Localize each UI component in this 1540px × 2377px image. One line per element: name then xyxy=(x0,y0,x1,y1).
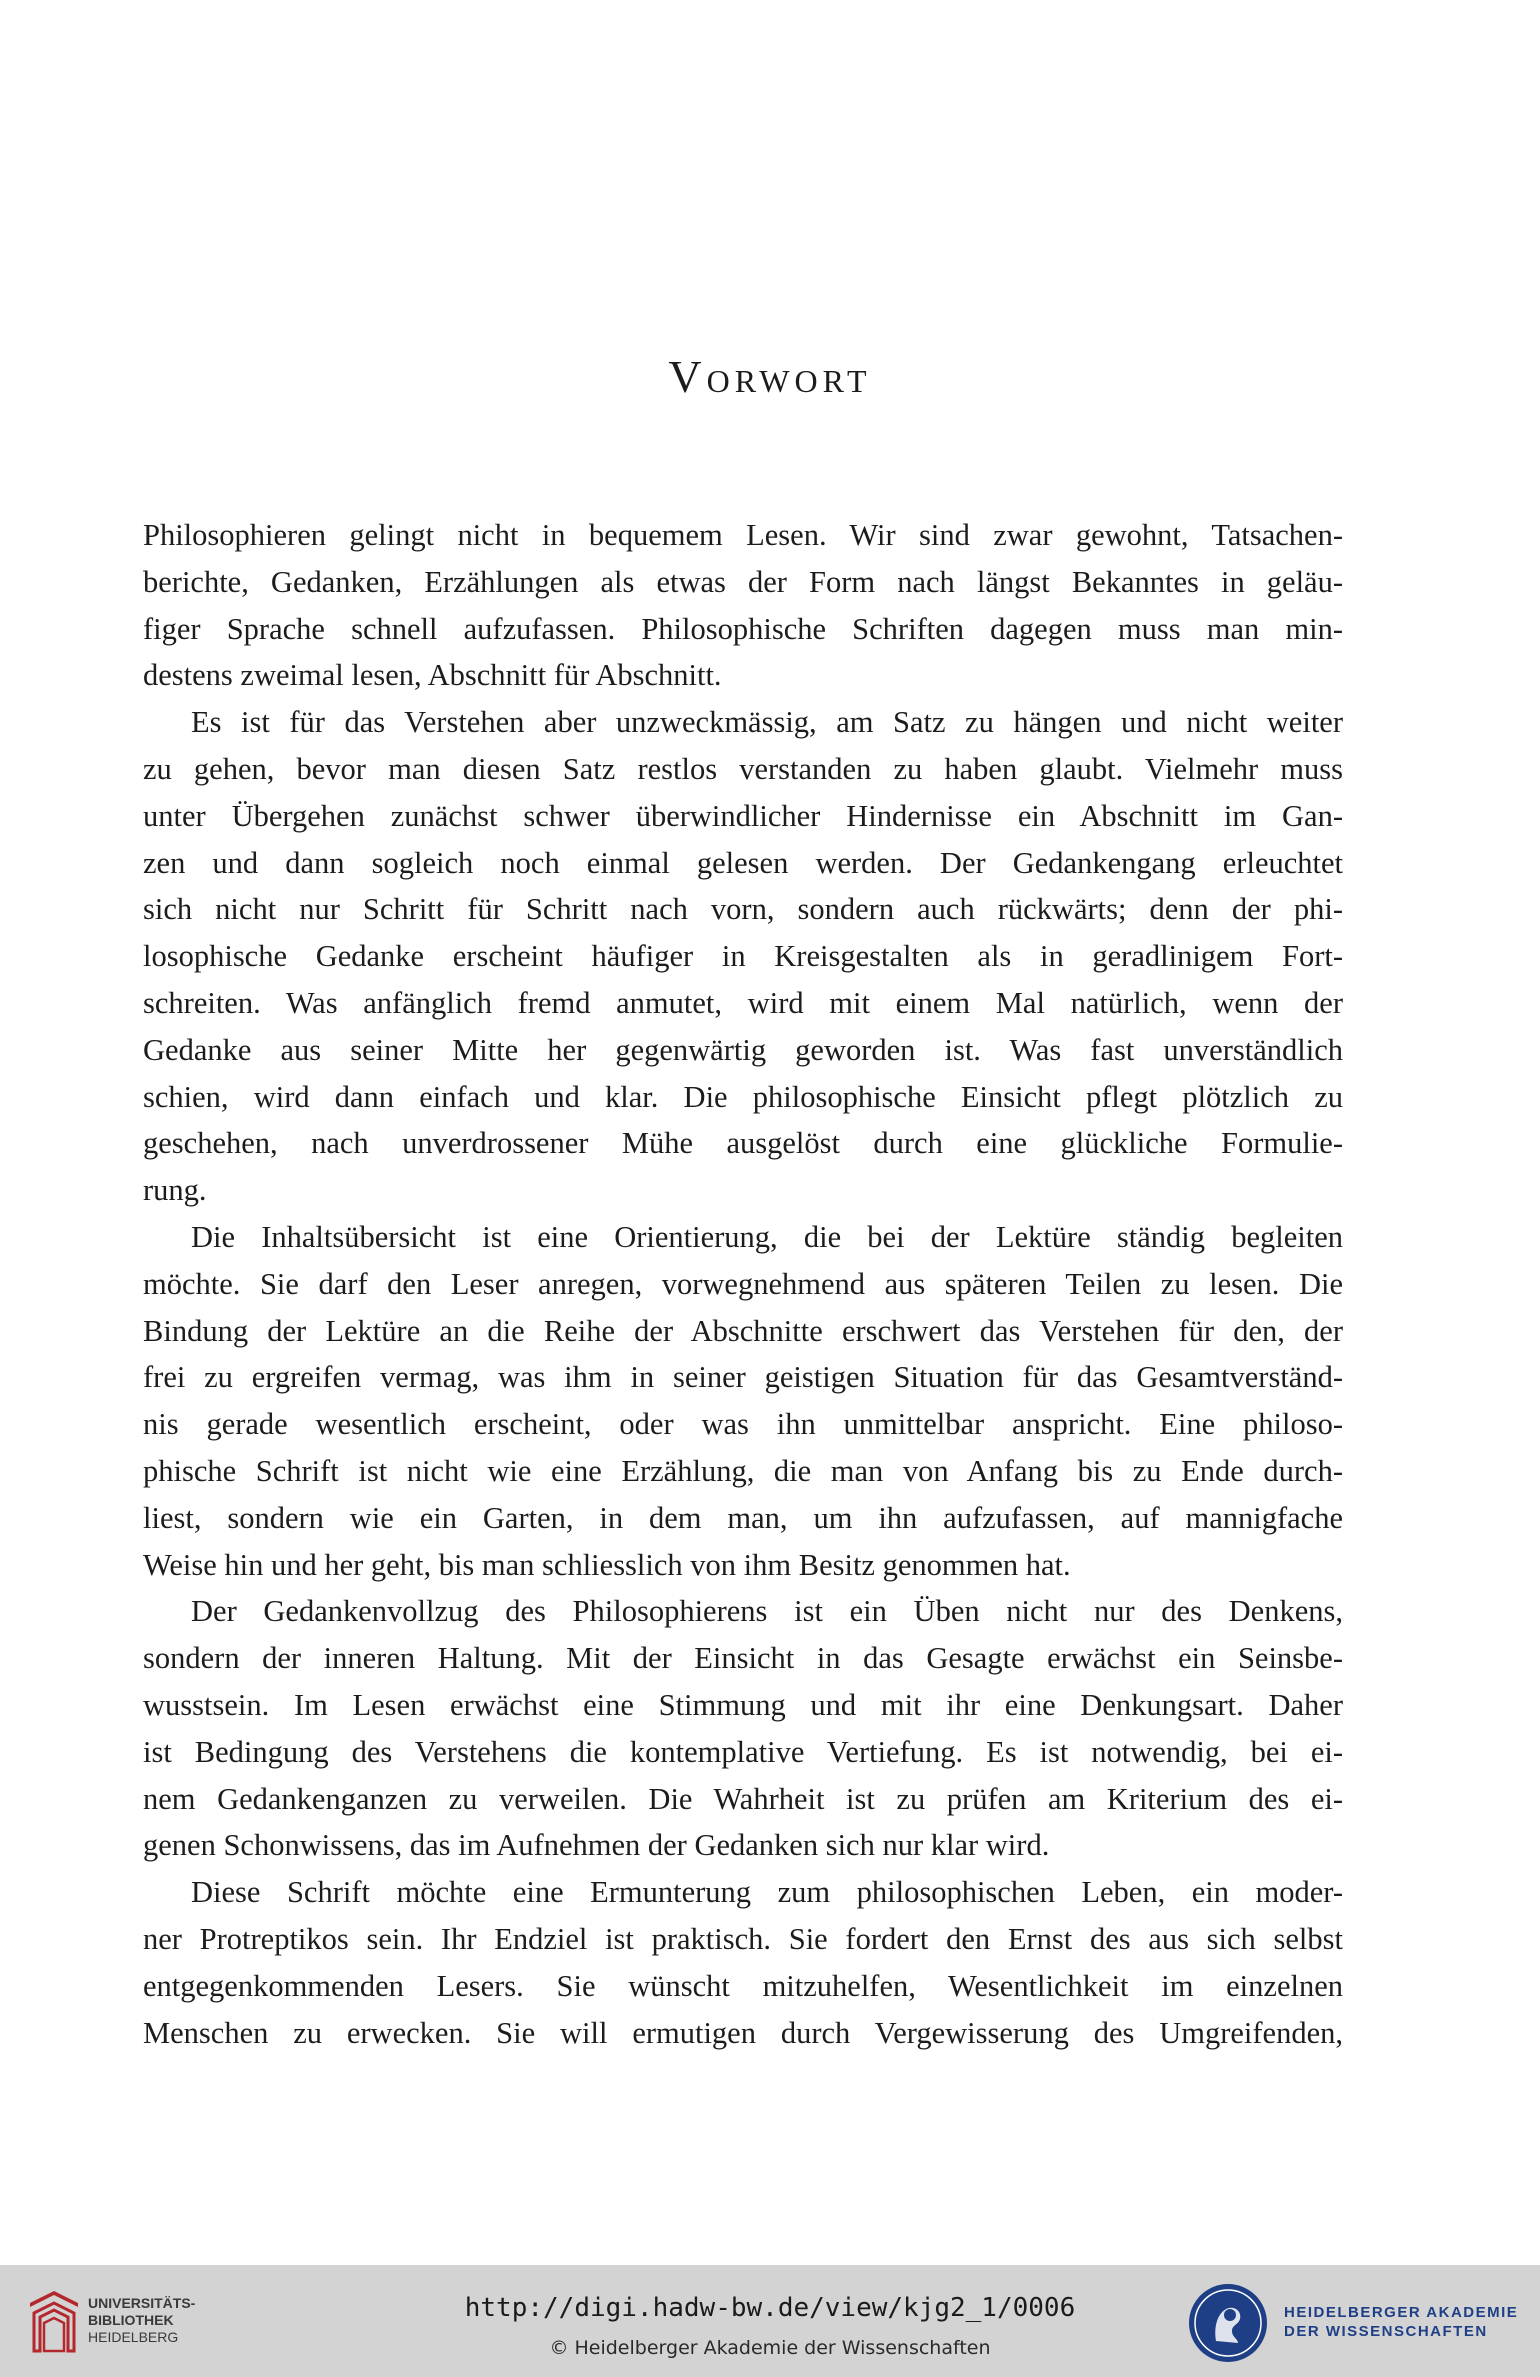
library-line-2: BIBLIOTHEK xyxy=(88,2312,174,2328)
text-line: Diese Schrift möchte eine Ermunterung zum philosophischen Leben, ein moder- xyxy=(191,1875,1343,1910)
text-line: schreiten. Was anfänglich fremd anmutet, wird mit einem Mal natürlich, wenn der xyxy=(143,985,1343,1020)
text-line: nis gerade wesentlich erscheint, oder was ihn unmittelbar anspricht. Eine philoso- xyxy=(143,1407,1343,1442)
text-line: schien, wird dann einfach und klar. Die philosophische Einsicht pflegt plötzlich zu xyxy=(143,1079,1343,1114)
text-line: losophische Gedanke erscheint häufiger in Kreisgestalten als in geradlinigem Fort- xyxy=(143,939,1343,974)
text-line: sondern der inneren Haltung. Mit der Einsicht in das Gesagte erwächst ein Seinsbe- xyxy=(143,1641,1343,1676)
academy-name xyxy=(1284,2303,1518,2341)
copyright-notice: © Heidelberger Akademie der Wissenschaften xyxy=(549,2337,991,2359)
body-text xyxy=(143,512,1343,2056)
academy-line-2: DER WISSENSCHAFTEN xyxy=(1284,2323,1488,2340)
library-line-1: UNIVERSITÄTS- xyxy=(88,2295,196,2311)
text-line: destens zweimal lesen, Abschnitt für Abschnitt. xyxy=(143,658,722,693)
text-line: Philosophieren gelingt nicht in bequemem Lesen. Wir sind zwar gewohnt, Tatsachen- xyxy=(143,518,1343,552)
paragraph xyxy=(143,699,1343,1214)
text-line: liest, sondern wie ein Garten, in dem man, um ihn aufzufassen, auf mannigfache xyxy=(143,1500,1343,1535)
text-line: zu gehen, bevor man diesen Satz restlos verstanden zu haben glaubt. Vielmehr muss xyxy=(143,751,1343,786)
source-url-link[interactable]: http://digi.hadw-bw.de/view/kjg2_1/0006 xyxy=(464,2293,1076,2323)
text-line: rung. xyxy=(143,1173,207,1208)
text-line: Der Gedankenvollzug des Philosophierens ist ein Üben nicht nur des Denkens, xyxy=(191,1594,1343,1629)
paragraph xyxy=(143,1214,1343,1588)
text-line: möchte. Sie darf den Leser anregen, vorwegnehmend aus späteren Teilen zu lesen. Die xyxy=(143,1266,1343,1301)
academy-line-1: HEIDELBERGER AKADEMIE xyxy=(1284,2304,1519,2321)
text-line: Es ist für das Verstehen aber unzweckmässig, am Satz zu hängen und nicht weiter xyxy=(191,705,1343,740)
text-line: berichte, Gedanken, Erzählungen als etwas der Form nach längst Bekanntes in geläu- xyxy=(143,564,1343,599)
paragraph xyxy=(143,512,1343,699)
text-line: Die Inhaltsübersicht ist eine Orientierung, die bei der Lektüre ständig begleiten xyxy=(191,1219,1343,1254)
text-line: wusstsein. Im Lesen erwächst eine Stimmung und mit ihr eine Denkungsart. Daher xyxy=(143,1687,1343,1722)
text-line: figer Sprache schnell aufzufassen. Philosophische Schriften dagegen muss man min- xyxy=(143,611,1343,646)
text-line: Gedanke aus seiner Mitte her gegenwärtig geworden ist. Was fast unverständlich xyxy=(143,1032,1343,1067)
library-line-3: HEIDELBERG xyxy=(88,2329,179,2345)
paragraph xyxy=(143,1869,1343,2056)
text-line: zen und dann sogleich noch einmal gelesen werden. Der Gedankengang erleuchtet xyxy=(143,845,1343,880)
text-line: geschehen, nach unverdrossener Mühe ausgelöst durch eine glückliche Formulie- xyxy=(143,1126,1343,1161)
text-line: ist Bedingung des Verstehens die kontemplative Vertiefung. Es ist notwendig, bei ei- xyxy=(143,1734,1343,1769)
text-line: sich nicht nur Schritt für Schritt nach vorn, sondern auch rückwärts; denn der phi- xyxy=(143,892,1343,927)
text-line: phische Schrift ist nicht wie eine Erzählung, die man von Anfang bis zu Ende durch- xyxy=(143,1453,1343,1488)
text-line: Menschen zu erwecken. Sie will ermutigen durch Vergewisserung des Umgreifenden, xyxy=(143,2015,1343,2050)
academy-seal-icon xyxy=(1186,2281,1270,2365)
text-line: Bindung der Lektüre an die Reihe der Abschnitte erschwert das Verstehen für den, der xyxy=(143,1313,1343,1348)
text-line: nem Gedankenganzen zu verweilen. Die Wahrheit ist zu prüfen am Kriterium des ei- xyxy=(143,1781,1343,1816)
text-line: frei zu ergreifen vermag, was ihm in seiner geistigen Situation für das Gesamtverständ- xyxy=(143,1360,1343,1395)
text-line: entgegenkommenden Lesers. Sie wünscht mitzuhelfen, Wesentlichkeit im einzelnen xyxy=(143,1968,1343,2003)
text-line: unter Übergehen zunächst schwer überwindlicher Hindernisse ein Abschnitt im Gan- xyxy=(143,798,1343,833)
page-title: Vorwort xyxy=(668,351,872,402)
text-line: ner Protreptikos sein. Ihr Endziel ist praktisch. Sie fordert den Ernst des aus sich selbst xyxy=(143,1921,1343,1956)
text-line: genen Schonwissens, das im Aufnehmen der Gedanken sich nur klar wird. xyxy=(143,1828,1050,1863)
text-line: Weise hin und her geht, bis man schliesslich von ihm Besitz genommen hat. xyxy=(143,1547,1071,1582)
paragraph xyxy=(143,1588,1343,1869)
footer-bar xyxy=(0,2265,1540,2377)
